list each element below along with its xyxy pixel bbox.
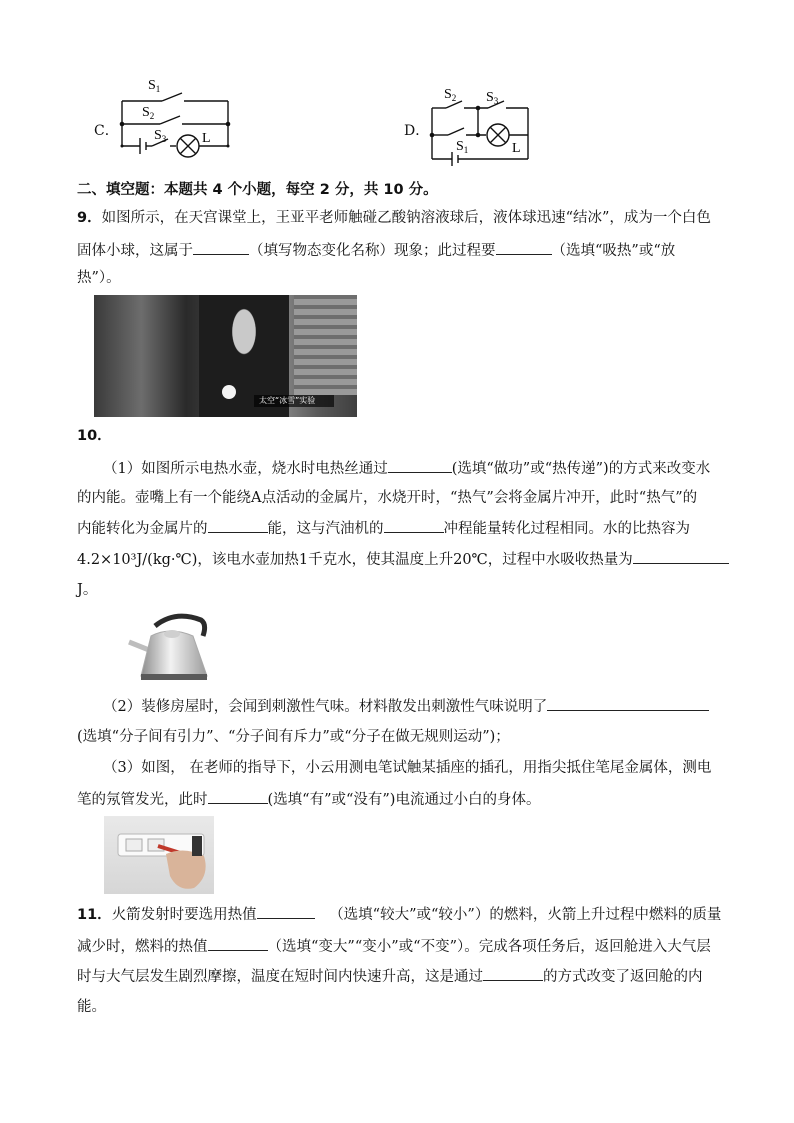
ice-ball (222, 385, 236, 399)
test-pen-socket-image (104, 816, 214, 894)
d-s2-label: $S_2$ (444, 87, 457, 103)
q10-blank-1[interactable] (388, 458, 452, 473)
q10-p1-line-1: （1）如图所示电热水壶，烧水时电热丝通过 (选填“做功”或“热传递”)的方式来改变水 (103, 458, 753, 479)
section-title: 二、填空题：本题共 4 个小题，每空 2 分，共 10 分。 (77, 182, 438, 198)
c-s2-label: $S_2$ (142, 105, 155, 121)
circuit-c (90, 76, 240, 168)
c-s1-label: $S_1$ (148, 78, 161, 94)
circuit-c-diagram (90, 76, 240, 168)
q11-line-2: 减少时，燃料的热值 （选填“变大”“变小”或“不变”）。完成各项任务后，返回舱进入大气层 (77, 936, 727, 957)
q10-blank-4[interactable] (633, 549, 729, 564)
q10-p1-line-2: 的内能。壶嘴上有一个能绕A点活动的金属片，水烧开时，“热气”会将金属片冲开，此时“热气”的 (77, 490, 698, 506)
q11-blank-1[interactable] (257, 904, 315, 919)
q11-blank-3[interactable] (483, 966, 543, 981)
q10-p1-line-3: 内能转化为金属片的 能，这与汽油机的 冲程能量转化过程相同。水的比热容为 (77, 518, 727, 539)
c-s3-label: $S_3$ (154, 128, 167, 144)
option-c-label: C． (94, 123, 119, 139)
q9-blank-1[interactable] (193, 240, 249, 255)
q9-number: 9． (77, 210, 102, 226)
c-lamp-label: L (202, 131, 211, 146)
q10-p2-line-1: （2）装修房屋时，会闻到刺激性气味。材料散发出刺激性气味说明了 (103, 696, 753, 717)
q11-number: 11． (77, 907, 112, 923)
d-s3-label: $S_3$ (486, 90, 499, 106)
circuit-d-diagram (400, 84, 540, 168)
circuit-d (400, 84, 540, 168)
electric-kettle-image (115, 606, 215, 686)
q10-blank-3[interactable] (384, 518, 444, 533)
q9-blank-2[interactable] (496, 240, 552, 255)
space-experiment-photo (94, 295, 357, 417)
q10-blank-6[interactable] (208, 789, 268, 804)
q10-p3-line-2: 笔的氖管发光，此时 (选填“有”或“没有”)电流通过小白的身体。 (77, 789, 727, 810)
q11-line-1: 11．火箭发射时要选用热值 （选填“较大”或“较小”）的燃料，火箭上升过程中燃料的质量 (77, 904, 727, 925)
q10-p1-line-5: J。 (77, 582, 98, 598)
q10-p1-line-4: 4.2×10³J/(kg·℃)，该电水壶加热1千克水，使其温度上升20℃，过程中水吸收热量为 (77, 549, 727, 570)
q10-p2-line-2: (选填“分子间有引力”、“分子间有斥力”或“分子在做无规则运动”)； (77, 729, 510, 745)
q10-blank-5[interactable] (547, 696, 709, 711)
option-d-label: D． (404, 123, 430, 139)
q10-p3-line-1: （3）如图， 在老师的指导下，小云用测电笔试触某插座的插孔，用指尖抵住笔尾金属体，测电 (103, 760, 712, 776)
q9-line-2: 固体小球，这属于 （填写物态变化名称）现象；此过程要 （选填“吸热”或“放 (77, 240, 727, 261)
q11-blank-2[interactable] (208, 936, 268, 951)
panel-right (294, 295, 357, 395)
q9-line-1: 9．如图所示，在天宫课堂上，王亚平老师触碰乙酸钠溶液球后，液体球迅速“结冰”，成为一个白色 (77, 210, 711, 226)
q11-line-3: 时与大气层发生剧烈摩擦，温度在短时间内快速升高，这是通过 的方式改变了返回舱的内 (77, 966, 727, 987)
q9-line-3: 热”）。 (77, 270, 121, 286)
d-lamp-label: L (512, 141, 521, 156)
q10-number: 10． (77, 428, 112, 444)
q10-blank-2[interactable] (208, 518, 268, 533)
d-s1-label: $S_1$ (456, 139, 469, 155)
photo-caption: 太空“冰雪”实验 (259, 396, 316, 405)
q11-line-4: 能。 (77, 999, 106, 1015)
